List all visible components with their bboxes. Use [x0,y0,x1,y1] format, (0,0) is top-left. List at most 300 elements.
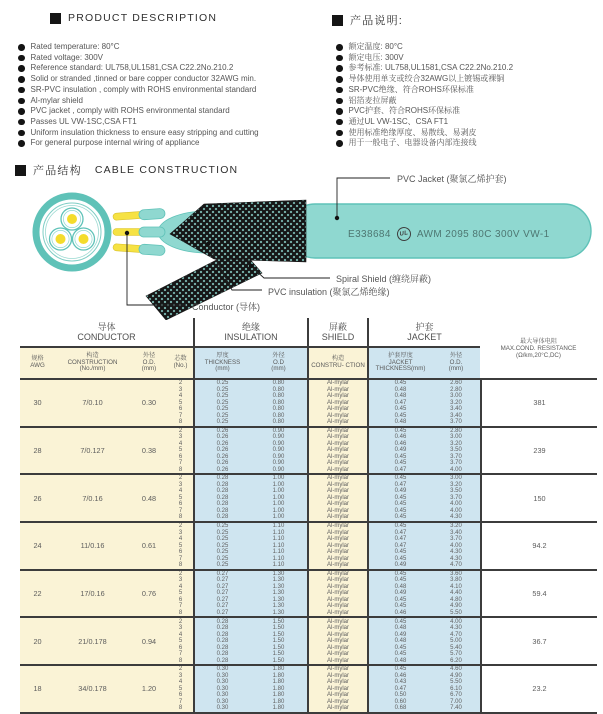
value-stack [369,475,432,521]
stack-value: 0.30 [216,685,229,692]
table-row-group [20,666,597,714]
cell-conductor-od: 0.48 [130,475,168,521]
stack-value: 0.25 [216,406,229,413]
stack-value: 5 [178,494,183,501]
stack-value: 3.70 [450,419,462,426]
cell-max-resistance: 36.7 [480,618,597,664]
stack-value: 0.25 [216,412,229,419]
stack-value: Al-mylar [327,399,349,406]
bullet-item [336,117,513,128]
stack-value: 0.46 [394,440,407,447]
stack-value: 5 [178,542,183,549]
stack-value: 8 [178,419,183,426]
stack-value: 3.80 [450,577,462,584]
stack-value: 3.40 [450,406,462,413]
column-header-cell [432,348,480,378]
stack-value: 0.28 [216,657,229,664]
stack-value: 3 [178,481,183,488]
column-header-line: 厚度 [216,351,229,359]
label-pvc-jacket: PVC Jacket (聚氯乙烯护套) [397,174,507,184]
stack-value: 0.27 [216,590,229,597]
stack-value: 0.25 [216,542,229,549]
cell-core-counts [168,618,193,664]
bullet-item [336,106,513,117]
stack-value: 4.00 [450,507,462,514]
cell-shield-construction [307,666,367,712]
group-header-cn: 屏蔽 [328,322,347,332]
group-header-cn: 护套 [415,322,434,332]
group-header-cell [367,318,480,348]
stack-value: Al-mylar [327,380,349,387]
stack-value: 0.47 [394,481,407,488]
column-header-line: 护套厚度 [388,351,413,359]
group-header-en: INSULATION [224,332,278,342]
stack-value: 0.45 [394,603,407,610]
stack-value: 0.30 [216,705,229,712]
cell-max-resistance: 94.2 [480,523,597,569]
stack-value: Al-mylar [327,644,349,651]
stack-value: 0.80 [272,419,285,426]
stack-value: 1.10 [272,542,285,549]
column-header-line: 芯数 [174,355,187,363]
cell-awg: 22 [20,571,55,617]
column-header-cell [307,348,367,378]
stack-value: 1.00 [272,494,285,501]
stack-value: 0.45 [394,549,407,556]
cell-awg: 18 [20,666,55,712]
stack-value: 1.50 [272,631,285,638]
stack-value: 0.50 [394,692,407,699]
value-stack [432,618,480,664]
bullet-icon [18,55,25,62]
stack-value: 4 [178,393,183,400]
cell-insulation-thickness [193,475,250,521]
bullet-icon [336,87,343,94]
stack-value: 0.27 [216,609,229,616]
value-stack [250,380,307,426]
stack-value: 0.49 [394,447,407,454]
bullet-item [18,138,259,149]
cell-conductor-od: 0.30 [130,380,168,426]
column-header-line: 外径 [449,351,463,359]
stack-value: 3 [178,386,183,393]
stack-value: 1.10 [272,555,285,562]
stack-value: 5.70 [450,651,462,658]
stack-value: Al-mylar [327,705,349,712]
resistance-header-line: (Ω/km,20°C,DC) [516,351,561,359]
cell-jacket-od [432,380,480,426]
stack-value: Al-mylar [327,698,349,705]
stack-value: 1.80 [272,672,285,679]
stack-value: 3.70 [450,494,462,501]
bullet-item [18,85,259,96]
stack-value: 0.26 [216,466,229,473]
product-description-list [18,42,259,149]
stack-value: 1.00 [272,481,285,488]
cell-awg: 30 [20,380,55,426]
value-stack [250,571,307,617]
section-marker-icon [332,15,343,26]
stack-value: 2 [178,666,183,673]
stack-value: 3.50 [450,488,462,495]
value-stack [309,618,367,664]
column-header-line: THICKNESS [204,358,241,366]
stack-value: 2 [178,523,183,530]
bullet-text: 额定温度: 80°C [348,42,403,51]
column-header-cell [168,348,193,378]
stack-value: 7.00 [450,698,462,705]
cell-construction: 7/0.10 [55,380,130,426]
stack-value: 0.45 [394,427,407,434]
cell-shield-construction [307,618,367,664]
stack-value: 0.30 [216,672,229,679]
stack-value: 0.28 [216,631,229,638]
cell-max-resistance: 59.4 [480,571,597,617]
stack-value: 2.60 [450,380,462,387]
stack-value: Al-mylar [327,603,349,610]
product-notes-heading [332,12,403,28]
stack-value: 8 [178,562,183,569]
bullet-icon [18,76,25,83]
group-header-cn: 绝缘 [241,322,260,332]
stack-value: Al-mylar [327,577,349,584]
stack-value: 1.80 [272,679,285,686]
stack-value: 7 [178,651,183,658]
value-stack [309,571,367,617]
stack-value: 1.30 [272,603,285,610]
stack-value: 3.70 [450,453,462,460]
cell-construction: 11/0.16 [55,523,130,569]
stack-value: 0.46 [394,672,407,679]
stack-value: 4.00 [450,618,462,625]
stack-value: 0.47 [394,536,407,543]
stack-value: 4.60 [450,666,462,673]
stack-value: 0.47 [394,542,407,549]
stack-value: 0.30 [216,666,229,673]
stack-value: 6 [178,549,183,556]
value-stack [168,380,193,426]
bullet-text: 参考标准: UL758,UL1581,CSA C22.2No.210.2 [348,63,514,73]
stack-value: 0.28 [216,501,229,508]
stack-value: 0.30 [216,692,229,699]
stack-value: 3.00 [450,475,462,482]
stack-value: 1.00 [272,475,285,482]
value-stack [432,475,480,521]
cell-insulation-od [250,571,307,617]
stack-value: Al-mylar [327,523,349,530]
cell-max-resistance: 150 [480,475,597,521]
table-row-group [20,523,597,571]
stack-value: 7 [178,698,183,705]
value-stack [195,618,250,664]
column-header-line: 规格 [31,355,44,363]
cell-jacket-od [432,666,480,712]
bullet-item [336,128,513,139]
stack-value: 8 [178,657,183,664]
stack-value: 6 [178,406,183,413]
table-row-group [20,571,597,619]
bullet-icon [336,119,343,126]
cell-jacket-od [432,475,480,521]
column-header-line: O.D. [449,358,463,366]
stack-value: 0.90 [272,447,285,454]
stack-value: 0.25 [216,562,229,569]
bullet-icon [18,119,25,126]
stack-value: Al-mylar [327,685,349,692]
stack-value: 1.80 [272,698,285,705]
stack-value: Al-mylar [327,507,349,514]
stack-value: 4.30 [450,549,462,556]
bullet-text: Uniform insulation thickness to ensure easy stripping and cutting [30,127,259,137]
stack-value: 1.10 [272,549,285,556]
column-header-line: (mm) [448,365,464,373]
stack-value: 4.30 [450,514,462,521]
construction-title-cn: 产品结构 [33,165,82,177]
group-header-en: SHIELD [321,332,355,342]
value-stack [250,475,307,521]
product-description-heading [50,12,217,24]
stack-value: 6 [178,596,183,603]
stack-value: 0.49 [394,562,407,569]
bullet-icon [18,87,25,94]
table-row-group [20,475,597,523]
stack-value: Al-mylar [327,666,349,673]
stack-value: 4 [178,631,183,638]
cell-insulation-od [250,475,307,521]
value-stack [369,428,432,474]
stack-value: 8 [178,466,183,473]
bullet-text: PVC护套、符合ROHS环保标准 [348,106,461,116]
cable-cross-section [36,196,108,268]
bullet-text: Reference standard: UL758,UL1581,CSA C22.2No.210.2 [30,63,234,73]
stack-value: Al-mylar [327,427,349,434]
stack-value: 0.45 [394,570,407,577]
stack-value: 0.90 [272,427,285,434]
stack-value: 0.80 [272,412,285,419]
stack-value: 8 [178,705,183,712]
stack-value: 0.47 [394,529,407,536]
bullet-item [336,138,513,149]
column-header-line: AWG [30,362,45,369]
stack-value: Al-mylar [327,692,349,699]
stack-value: 4.80 [450,596,462,603]
stack-value: Al-mylar [327,651,349,658]
stack-value: Al-mylar [327,447,349,454]
value-stack [309,380,367,426]
cell-max-resistance: 381 [480,380,597,426]
bullet-icon [336,55,343,62]
stack-value: 1.00 [272,501,285,508]
bullet-item [336,96,513,107]
column-header-line: CONSTRUCTION [67,358,118,366]
stack-value: Al-mylar [327,609,349,616]
value-stack [432,428,480,474]
product-notes-list [336,42,513,149]
stack-value: 0.47 [394,399,407,406]
stack-value: 3.70 [450,536,462,543]
value-stack [309,666,367,712]
bullet-text: Solid or stranded ,tinned or bare copper conductor 32AWG min. [30,74,257,84]
product-description-title: PRODUCT DESCRIPTION [68,12,218,24]
bullet-item [18,128,259,139]
stack-value: 0.48 [394,638,407,645]
column-header-line: O.D [272,358,284,366]
cell-core-counts [168,571,193,617]
stack-value: 1.00 [272,507,285,514]
cell-insulation-od [250,666,307,712]
stack-value: 0.45 [394,618,407,625]
stack-value: 6 [178,692,183,699]
bullet-text: For general purpose internal wiring of appliance [30,138,200,148]
stack-value: Al-mylar [327,460,349,467]
bullet-icon [336,76,343,83]
stack-value: 2.80 [450,427,462,434]
value-stack [250,666,307,712]
stack-value: Al-mylar [327,618,349,625]
stack-value: 1.50 [272,657,285,664]
value-stack [309,523,367,569]
bullet-text: SR-PVC insulation , comply with ROHS environmental standard [30,84,257,94]
construction-title-en: CABLE CONSTRUCTION [94,164,239,176]
bullet-item [336,74,513,85]
stack-value: 0.25 [216,380,229,387]
stack-value: Al-mylar [327,631,349,638]
group-header-cell [193,318,307,348]
stack-value: 0.28 [216,475,229,482]
bullet-icon [336,65,343,72]
stack-value: 0.26 [216,434,229,441]
stack-value: 0.46 [394,434,407,441]
cell-insulation-od [250,618,307,664]
column-header-line: 构造 [86,351,99,359]
stack-value: 0.49 [394,590,407,597]
stack-value: 5.50 [450,609,462,616]
stack-value: 3.20 [450,523,462,530]
value-stack [195,571,250,617]
stack-value: 0.28 [216,625,229,632]
stack-value: 4.10 [450,583,462,590]
table-row-group [20,618,597,666]
bullet-icon [18,65,25,72]
shield-braid-wrap [170,200,306,262]
stack-value: Al-mylar [327,434,349,441]
stack-value: 0.28 [216,618,229,625]
stack-value: 0.25 [216,399,229,406]
stack-value: 2 [178,570,183,577]
cell-core-counts [168,475,193,521]
column-header-line: (No./mm) [79,365,106,373]
stack-value: Al-mylar [327,570,349,577]
column-header-line: JACKET THICKNESS(mm) [375,358,426,373]
bullet-item [18,53,259,64]
cell-insulation-thickness [193,571,250,617]
stack-value: 5 [178,685,183,692]
cell-jacket-od [432,618,480,664]
awm-style-marking: AWM 2095 80C 300V VW-1 [416,228,550,240]
stack-value: 0.46 [394,609,407,616]
value-stack [250,428,307,474]
cell-shield-construction [307,428,367,474]
value-stack [195,428,250,474]
stack-value: 4.70 [450,631,462,638]
value-stack [309,428,367,474]
stack-value: 4.00 [450,501,462,508]
cell-construction: 7/0.16 [55,475,130,521]
stack-value: Al-mylar [327,596,349,603]
column-header-line: (mm) [215,365,230,373]
bullet-item [18,63,259,74]
cell-insulation-thickness [193,428,250,474]
label-conductor: Conductor (导体) [192,302,261,312]
product-notes-title: 产品说明: [350,15,404,27]
bullet-item [336,53,513,64]
stack-value: 3.20 [450,440,462,447]
stack-value: 0.48 [394,393,407,400]
stack-value: 1.80 [272,685,285,692]
stack-value: 0.47 [394,685,407,692]
stack-value: 2 [178,475,183,482]
stack-value: 0.45 [394,514,407,521]
stack-value: 0.80 [272,399,285,406]
value-stack [250,523,307,569]
stack-value: 0.90 [272,460,285,467]
stack-value: Al-mylar [327,625,349,632]
cell-conductor-od: 0.61 [130,523,168,569]
cell-jacket-thickness [367,571,432,617]
resistance-column-header [480,318,597,378]
group-header-cell [20,318,193,348]
bullet-text: Rated voltage: 300V [30,52,103,62]
stack-value: 1.50 [272,618,285,625]
column-header-cell [193,348,250,378]
stack-value: Al-mylar [327,440,349,447]
bullet-item [336,63,513,74]
stack-value: 0.45 [394,523,407,530]
stack-value: 4.90 [450,672,462,679]
stack-value: 0.45 [394,494,407,501]
specification-table [20,318,597,714]
cell-conductor-od: 0.94 [130,618,168,664]
bullet-text: Al-mylar shield [30,95,83,105]
value-stack [432,666,480,712]
stack-value: 4.40 [450,590,462,597]
stack-value: Al-mylar [327,406,349,413]
jacket-print-marking [348,227,550,241]
stack-value: 1.30 [272,609,285,616]
stack-value: 1.10 [272,536,285,543]
column-header-cell [250,348,307,378]
value-stack [168,666,193,712]
label-spiral-shield: Spiral Shield (缠绕屏蔽) [336,274,432,284]
stack-value: Al-mylar [327,494,349,501]
stack-value: 0.45 [394,475,407,482]
cell-insulation-od [250,523,307,569]
column-header-line: 外径 [272,351,285,359]
section-marker-icon [50,13,61,24]
stack-value: 0.80 [272,386,285,393]
stack-value: 0.48 [394,419,407,426]
group-header-cell [307,318,367,348]
bullet-item [336,85,513,96]
bullet-text: SR-PVC绝缘、符合ROHS环保标准 [348,84,474,94]
stack-value: 0.28 [216,638,229,645]
stack-value: 0.48 [394,657,407,664]
stack-value: Al-mylar [327,529,349,536]
stack-value: 3.70 [450,460,462,467]
stack-value: 0.45 [394,507,407,514]
stack-value: 5.40 [450,644,462,651]
value-stack [369,380,432,426]
